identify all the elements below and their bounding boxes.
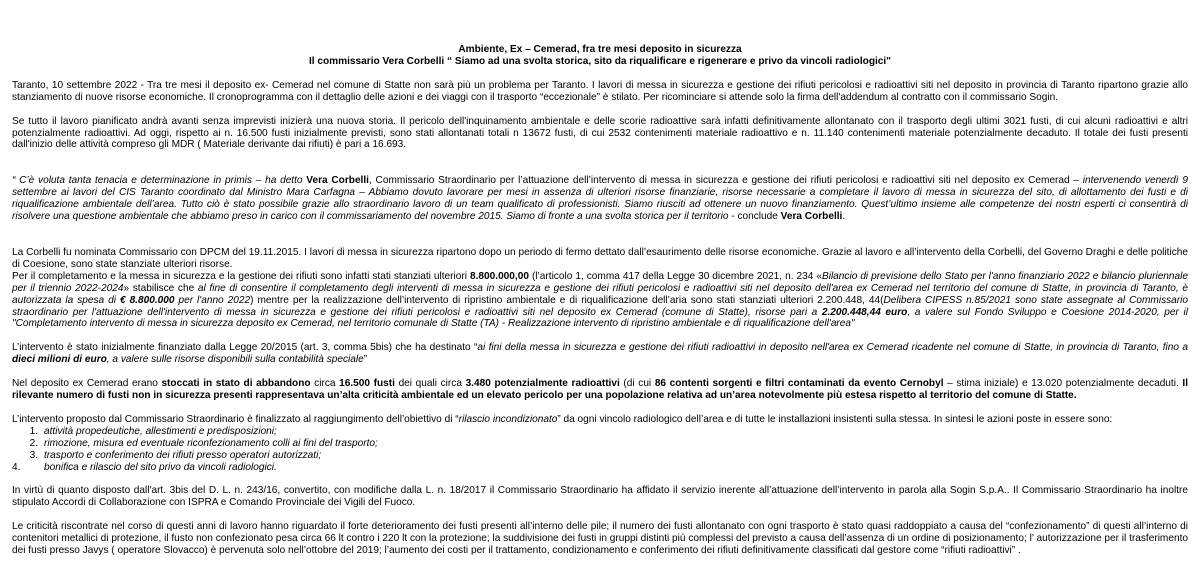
list-item: 4. bonifica e rilascio del sito privo da vincoli radiologici.: [12, 461, 277, 473]
paragraph-sogin: In virtù di quanto disposto dall'art. 3bis del D. L. n. 243/16, convertito, con modifiche dalla L. n. 18/2017 il Commissario Straordinario ha affidato il servizio inerente all’attuazione dell’intervento in parola alla Sogin S.p.A.. Il Commissario Straordinario ha inoltre stipulato Accordi di Collaborazione con ISPRA e Comando Provinciale dei Vigili del Fuoco.: [12, 485, 1188, 509]
paragraph-criticalities: Le criticità riscontrate nel corso di questi anni di lavoro hanno riguardato il forte deterioramento dei fusti presenti all’interno delle pile; il numero dei fusti allontanato con ogni trasporto è stato quasi raddoppiato a causa del “confezionamento” di questi all’interno di contenitori metallici di protezione, il fusto non confezionato pesa circa 66 lt contro i 220 lt con la protezione; la suddivisione dei fusti in gruppi distinti più complessi del previsto a causa dell’assenza di un ordine di posizionamento; l’ autorizzazione per il trasferimento dei fusti presso Javys ( operatore Slovacco) è pervenuta solo nell’ottobre del 2019; l’aumento dei costi per il trattamento, condizionamento e conferimento dei rifiuti definitivamente classificati dal gestore come “rifiuti radioattivi” .: [12, 521, 1188, 557]
document-body: [12, 44, 1188, 557]
paragraph-funding: Per il completamento e la messa in sicurezza e la gestione dei rifiuti sono infatti stati stanziati ulteriori 8.800.000,00 (l’articolo 1, comma 417 della Legge 30 dicembre 2021, n. 234 «Bilancio di previsione dello Stato per l'anno finanziario 2022 e bilancio pluriennale per il triennio 2022-2024» stabilisce che al fine di consentire il completamento degli interventi di messa in sicurezza e gestione dei rifiuti pericolosi e radioattivi siti nel deposito dell'area ex Cemerad nel territorio del comune di Statte, in provincia di Taranto, è autorizzata la spesa di € 8.800.000 per l'anno 2022) mentre per la realizzazione dell’intervento di ripristino ambientale e di riqualificazione dell’aria sono stati stanziati ulteriori 2.200.448, 44(Delibera CIPESS n.85/2021 sono state assegnate al Commissario straordinario per l'attuazione dell'intervento di messa in sicurezza e gestione dei rifiuti pericolosi e radioattivi siti nel deposito ex Cemerad (comune di Statte), risorse pari a 2.200.448,44 euro, a valere sul Fondo Sviluppo e Coesione 2014-2020, per il "Completamento intervento di messa in sicurezza deposito ex Cemerad, nel territorio comunale di Statte (TA) - Realizzazione intervento di ripristino ambientale e di riqualificazione dell'area": [12, 270, 1189, 330]
list-item: 3. trasporto e conferimento dei rifiuti presso operatori autorizzati;: [29, 449, 322, 461]
paragraph-objective: L’intervento proposto dal Commissario Straordinario è finalizzato al raggiungimento dell’obiettivo di “rilascio incondizionato” da ogni vincolo radiologico dell’area e di tutte le installazioni insistenti sulla stessa. In sintesi le azioni poste in essere sono:: [12, 413, 1113, 425]
title-line-2: Il commissario Vera Corbelli “ Siamo ad una svolta storica, sito da riqualificare e rigenerare e privo da vincoli radiologici": [308, 55, 891, 67]
paragraph-deposit: Nel deposito ex Cemerad erano stoccati in stato di abbandono circa 16.500 fusti dei quali circa 3.480 potenzialmente radioattivi (di cui 86 contenti sorgenti e filtri contaminati da evento Cernobyl – stima iniziale) e 13.020 potenzialmente decaduti. Il rilevante numero di fusti non in sicurezza presenti rappresentava un’alta criticità ambientale ed un elevato pericolo per una popolazione relativa ad un’area notevolmente più estesa rispetto al territorio del comune di Statte.: [12, 378, 1189, 402]
paragraph-nomination: La Corbelli fu nominata Commissario con DPCM del 19.11.2015. I lavori di messa in sicurezza ripartono dopo un periodo di fermo dettato dall’esaurimento delle risorse economiche. Grazie al lavoro e all’intervento della Corbelli, del Governo Draghi e delle politiche di Coesione, sono state stanziate ulteriori risorse.: [12, 246, 1188, 270]
list-item: 1. attività propedeutiche, allestimenti e predisposizioni;: [29, 425, 277, 437]
paragraph-intro: Taranto, 10 settembre 2022 - Tra tre mesi il deposito ex- Cemerad nel comune di Statte non sarà più un problema per Taranto. I lavori di messa in sicurezza e gestione dei rifiuti pericolosi e radioattivi siti nel deposito in provincia di Taranto ripartono grazie allo stanziamento di nuove risorse economiche. Il cronoprogramma con il dettaglio delle azioni e dei viaggi con il trasporto “eccezionale” è stilato. Per ricominciare si attende solo la firma dell'addendum al contratto con il commissario Sogin.: [12, 79, 1188, 103]
paragraph-drums: Se tutto il lavoro pianificato andrà avanti senza imprevisti inizierà una nuova storia. Il pericolo dell'inquinamento ambientale e delle scorie radioattive sarà infatti definitivamente allontanato con il trasporto degli ultimi 3021 fusti, di cui alcuni radioattivi e altri potenzialmente radioattivi. Ad oggi, rispetto ai n. 16.500 fusti inizialmente previsti, sono stati allontanati totali n 13672 fusti, di cui 2532 contenimenti materiale radioattivo e n. 11.140 contenimenti materiale potenzialmente decaduto. Il totale dei fusti presenti dall'inizio delle attività compreso gli MDR ( Materiale derivante dai rifiuti) è pari a 16.693.: [12, 115, 1188, 151]
title-line-1: Ambiente, Ex – Cemerad, fra tre mesi deposito in sicurezza: [458, 44, 742, 55]
list-item: 2. rimozione, misura ed eventuale riconfezionamento colli ai fini del trasporto;: [29, 437, 378, 449]
document-title: [12, 44, 1188, 68]
paragraph-initial-funding: L’intervento è stato inizialmente finanziato dalla Legge 20/2015 (art. 3, comma 5bis) che ha destinato “ai fini della messa in sicurezza e gestione dei rifiuti radioattivi in deposito nell'area ex Cemerad ricadente nel comune di Statte, in provincia di Taranto, fino a dieci milioni di euro, a valere sulle risorse disponibili sulla contabilità speciale”: [12, 342, 1188, 366]
paragraph-quote: “ C’è voluta tanta tenacia e determinazione in primis – ha detto Vera Corbelli, Commissario Straordinario per l’attuazione dell’intervento di messa in sicurezza e gestione dei rifiuti pericolosi e radioattivi siti nel deposito ex Cemerad – intervenendo venerdì 9 settembre ai lavori del CIS Taranto coordinato dal Ministro Mara Carfagna – Abbiamo dovuto lavorare per mesi in assenza di ulteriori risorse finanziarie, risorse necessarie a completare il lavoro di messa in sicurezza del sito, di allottamento dei fusti e di riqualificazione ambientale dell’area. Tutto ciò è stato possibile grazie allo straordinario lavoro di un team qualificato di professionisti. Siamo riusciti ad ottenere un nuovo finanziamento. Quest’ultimo insieme alle competenze dei nostri esperti ci consentirà di risolvere una questione ambientale che abbiamo preso in carico con il commissariamento del novembre 2015. Siamo di fronte a una svolta storica per il territorio - conclude Vera Corbelli.: [12, 175, 1188, 223]
actions-list: [12, 426, 1188, 474]
